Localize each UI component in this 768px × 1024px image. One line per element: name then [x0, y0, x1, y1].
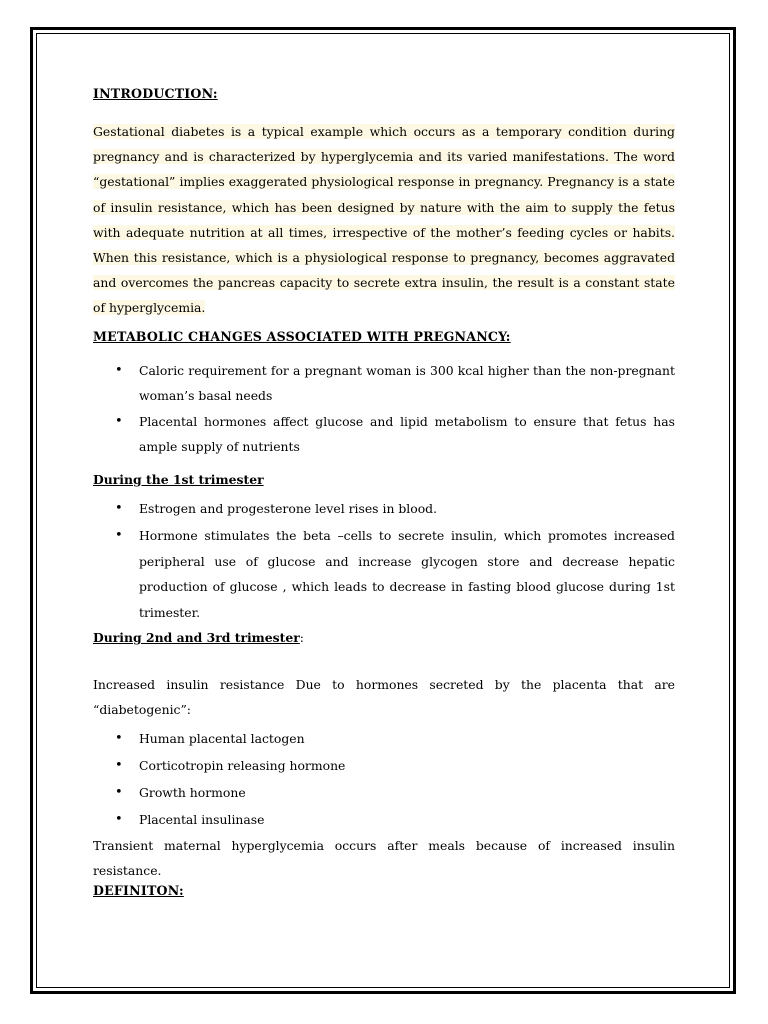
- definition-heading: DEFINITON:: [93, 882, 184, 898]
- metabolic-list: [93, 358, 675, 460]
- list-item: • Placental insulinase: [93, 806, 675, 833]
- introduction-heading: INTRODUCTION:: [93, 86, 218, 101]
- list-item: • Human placental lactogen: [93, 725, 675, 752]
- highlighted-text: Gestational diabetes is a typical example which occurs as a temporary condition during pregnancy and is characterized by hyperglycemia and its varied manifestations. The word “gestational” implies exaggerated physiological response in pregnancy. Pregnancy is a state of insulin resistance, which has been designed by nature with the aim to supply the fetus with adequate nutrition at all times, irrespective of the mother’s feeding cycles or habits. When this resistance, which is a physiological response to pregnancy, becomes aggravated and overcomes the pancreas capacity to secrete extra insulin, the result is a constant state of hyperglycemia.: [93, 124, 675, 316]
- list-item: • Hormone stimulates the beta –cells to secrete insulin, which promotes increased peripheral use of glucose and increase glycogen store and decrease hepatic production of glucose , which leads to decrease in fasting blood glucose during 1st trimester.: [93, 523, 675, 625]
- introduction-paragraph: [93, 119, 675, 321]
- first-trimester-list: [93, 496, 675, 626]
- first-trimester-heading: During the 1st trimester: [93, 471, 264, 487]
- list-item: • Estrogen and progesterone level rises in blood.: [93, 496, 675, 522]
- second-third-trimester-heading: During 2nd and 3rd trimester:: [93, 630, 304, 646]
- list-item: • Placental hormones affect glucose and lipid metabolism to ensure that fetus has ample supply of nutrients: [93, 409, 675, 460]
- second-third-trimester-intro: Increased insulin resistance Due to hormones secreted by the placenta that are “diabetogenic”:: [93, 677, 675, 718]
- metabolic-heading: METABOLIC CHANGES ASSOCIATED WITH PREGNANCY:: [93, 328, 511, 344]
- list-item: • Corticotropin releasing hormone: [93, 752, 675, 779]
- diabetogenic-hormones-list: [93, 725, 675, 833]
- list-item: • Growth hormone: [93, 779, 675, 806]
- second-third-trimester-conclusion: Transient maternal hyperglycemia occurs after meals because of increased insulin resistance.: [93, 837, 675, 878]
- document-body: [93, 86, 675, 898]
- list-item: • Caloric requirement for a pregnant woman is 300 kcal higher than the non-pregnant woman’s basal needs: [93, 358, 675, 409]
